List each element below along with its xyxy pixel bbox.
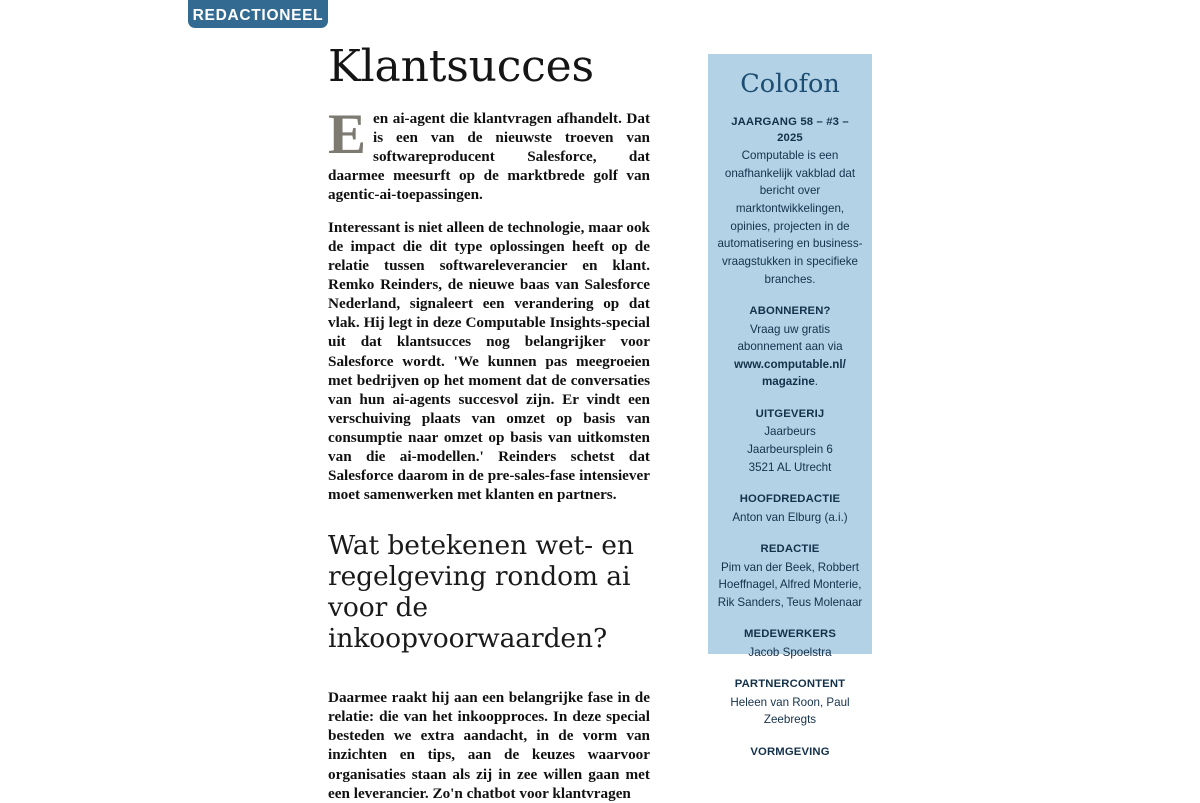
colofon-publisher-line-1: Jaarbeurs	[764, 425, 816, 439]
colofon-partnercontent-names: Heleen van Roon, Paul Zeebregts	[730, 695, 850, 727]
colofon-heading-uitgeverij: UITGEVERIJ	[755, 407, 825, 420]
article-paragraph-1: Interessant is niet alleen de technologie, maar ook de impact die dit type oplossingen heeft op de relatie tussen softwareleverancier en klant. Remko Reinders, de nieuwe baas van Salesforce Nederland, signaleert een verandering op dat vlak. Hij legt in deze Computable Insights-special uit dat klantsucces nog belangrijker voor Salesforce wordt. 'We kunnen pas meegroeien met bedrijven op het moment dat de conversaties van hun ai-agents succesvol zijn. Er vindt een verschuiving plaats van omzet op basis van consumptie naar omzet op basis van uitkomsten van die ai-modellen.' Reinders schetst dat Salesforce daarom in de pre-sales-fase intensiever moet samenwerken met klanten en partners.	[328, 219, 650, 504]
section-banner-label: REDACTIONEEL	[192, 6, 324, 24]
page-title: Klantsucces	[328, 41, 594, 92]
colofon-subscribe-text	[717, 321, 863, 391]
colofon-publisher-line-3: 3521 AL Utrecht	[748, 460, 832, 474]
article-lede	[328, 102, 650, 204]
computable-magazine-link[interactable]: www.computable.nl/ magazine	[734, 357, 846, 389]
colofon-publisher-line-2: Jaarbeursplein 6	[747, 442, 833, 456]
colofon-block-editors	[717, 541, 863, 611]
article-column	[328, 41, 650, 803]
colofon-sidebar	[708, 54, 872, 758]
colofon-contributors-names: Jacob Spoelstra	[748, 645, 832, 659]
colofon-subscribe-text-before: Vraag uw gratis abonnement aan via	[737, 322, 843, 354]
colofon-title: Colofon	[740, 69, 840, 99]
colofon-heading-hoofdredactie: HOOFDREDACTIE	[739, 493, 841, 506]
colofon-chief-editor-name: Anton van Elburg (a.i.)	[732, 510, 848, 524]
colofon-editors-names: Pim van der Beek, Robbert Hoeffnagel, Alfred Monterie, Rik Sanders, Teus Molenaar	[717, 560, 863, 609]
colofon-heading-abonneren: ABONNEREN?	[749, 305, 831, 318]
colofon-block-contributors	[717, 626, 863, 661]
colofon-block-publisher	[717, 406, 863, 476]
article-subheading: Wat betekenen wet- en regelgeving rondom ai voor de inkoopvoorwaarden?	[328, 530, 634, 655]
colofon-block-partnercontent	[717, 676, 863, 729]
colofon-heading-redactie: REDACTIE	[760, 543, 820, 556]
colofon-block-design	[717, 744, 863, 760]
drop-cap: E	[328, 102, 367, 166]
colofon-heading-partnercontent: PARTNERCONTENT	[734, 678, 846, 691]
article-lede-text: en ai-agent die klantvragen afhandelt. Dat is een van de nieuwste troeven van softwareproducent Salesforce, dat daarmee meesurft op de marktbrede golf van agentic-ai-toepassingen.	[328, 109, 650, 203]
article-paragraph-2: Daarmee raakt hij aan een belangrijke fase in de relatie: die van het inkoopproces. In deze special besteden we extra aandacht, in de vorm van inzichten en tips, aan de keuzes waarvoor organisaties staan als zij in zee willen gaan met een leverancier. Zo'n chatbot voor klantvragen	[328, 689, 650, 802]
colofon-block-chief-editor	[717, 491, 863, 526]
colofon-issue: JAARGANG 58 – #3 – 2025	[731, 115, 849, 144]
colofon-heading-medewerkers: MEDEWERKERS	[743, 628, 837, 641]
colofon-subscribe-text-after: .	[814, 375, 819, 389]
colofon-intro-text: Computable is een onafhankelijk vakblad dat bericht over marktontwikkelingen, opinies, projecten in de automatisering en business-vraagstukken in specifieke branches.	[717, 149, 863, 286]
colofon-block-subscribe	[717, 303, 863, 391]
colofon-heading-vormgeving: VORMGEVING	[750, 745, 830, 758]
colofon-block-intro	[717, 114, 863, 289]
section-banner	[188, 0, 328, 28]
